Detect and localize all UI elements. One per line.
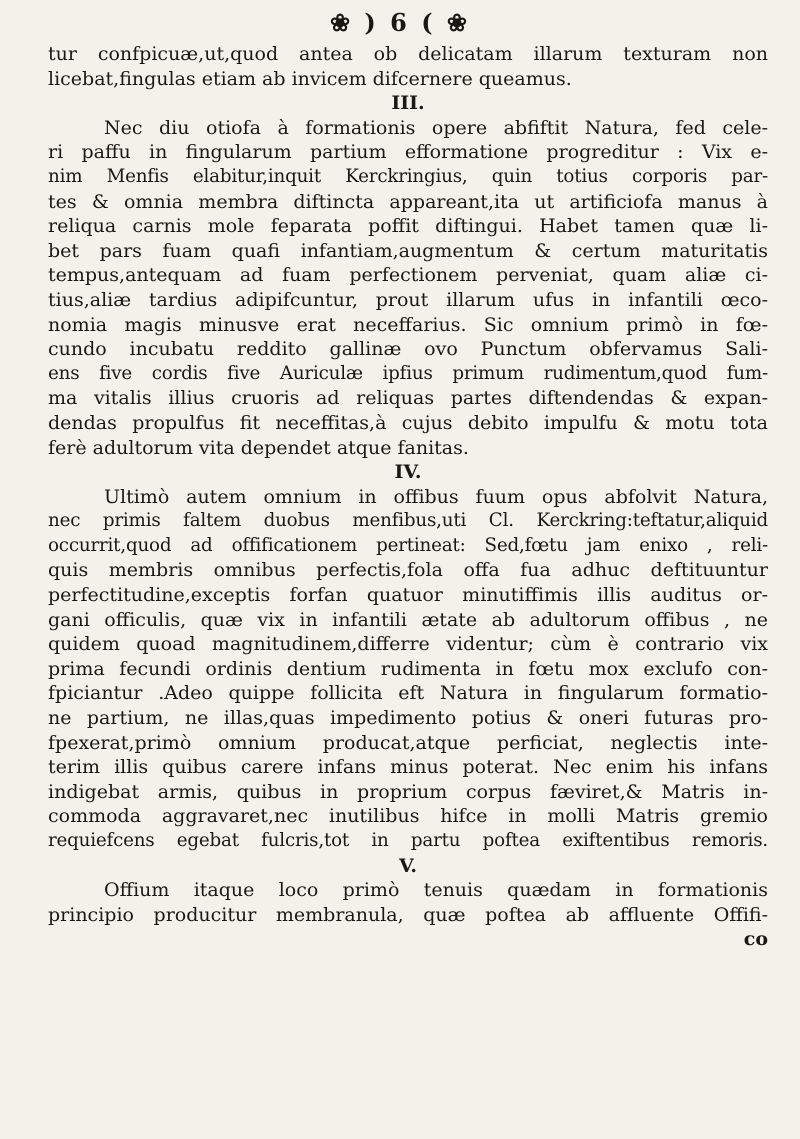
text-line: nomia magis minusve erat neceffarius. Sic omnium primò in fœ- [48,313,768,336]
text-line: nim Menfis elabitur,inquit Kerckringius, quin totius corporis par- [48,165,768,187]
text-line: dendas propulfus fit neceffitas,à cujus debito impulfu & motu tota [48,411,768,434]
text-line: quidem quoad magnitudinem,differre videntur; cùm è contrario vix [48,633,768,656]
catchword: co [743,928,768,951]
section-number: V. [398,854,418,877]
text-line: ferè adultorum vita dependet atque fanitas. [48,436,469,459]
text-line: requiefcens egebat fulcris,tot in partu poftea exiftentibus remoris. [48,830,768,851]
text-line: ens five cordis five Auriculæ ipfius primum rudimentum,quod fum- [48,362,768,384]
text-line: Ultimò autem omnium in offibus fuum opus abfolvit Natura, [104,485,768,508]
text-line: gani officulis, quæ vix in infantili ætate ab adultorum offibus , ne [48,608,768,631]
text-line: tempus,antequam ad fuam perfectionem perveniat, quam aliæ ci- [48,264,768,287]
text-line: reliqua carnis mole feparata poffit diftingui. Habet tamen quæ li- [48,215,768,238]
text-line: fpiciantur .Adeo quippe follicita eft Natura in fingularum formatio- [48,682,768,705]
text-line: terim illis quibus carere infans minus poterat. Nec enim his infans [48,756,768,779]
text-line: tur confpicuæ,ut,quod antea ob delicatam illarum texturam non [48,43,768,65]
section-number: III. [391,92,425,115]
body-text [48,42,768,952]
text-line: nec primis faltem duobus menfibus,uti Cl. Kerckring:teftatur,aliquid [48,510,768,532]
text-line: bet pars fuam quafi infantiam,augmentum & certum maturitatis [48,239,768,262]
text-line: ma vitalis illius cruoris ad reliquas partes diftendendas & expan- [48,387,768,410]
text-line: fpexerat,primò omnium producat,atque perficiat, neglectis inte- [48,731,768,754]
text-line: tes & omnia membra diftincta appareant,ita ut artificiofa manus à [48,190,768,213]
text-line: commoda aggravaret,nec inutilibus hifce in molli Matris gremio [48,805,768,828]
section-number: IV. [394,461,422,484]
text-line: tius,aliæ tardius adipifcuntur, prout illarum ufus in infantili œco- [48,288,768,311]
text-line: cundo incubatu reddito gallinæ ovo Punctum obfervamus Sali- [48,338,768,361]
text-line: ne partium, ne illas,quas impedimento potius & oneri futuras pro- [48,707,768,730]
text-line: perfectitudine,exceptis forfan quatuor minutiffimis illis auditus or- [48,584,768,607]
text-line: quis membris omnibus perfectis,fola offa fua adhuc deftituuntur [48,559,768,582]
text-line: ri paffu in fingularum partium efformatione progreditur : Vix e- [48,141,768,164]
text-line: occurrit,quod ad offificationem pertineat: Sed,fœtu jam enixo , reli- [48,534,768,556]
page-header: ❀ ) 6 ( ❀ [329,8,471,37]
text-line: Offium itaque loco primò tenuis quædam in formationis [104,879,768,902]
text-line: indigebat armis, quibus in proprium corpus fæviret,& Matris in- [48,780,768,803]
text-line: licebat,fingulas etiam ab invicem difcernere queamus. [48,67,572,90]
text-line: prima fecundi ordinis dentium rudimenta in fœtu mox exclufo con- [48,657,768,680]
text-line: principio producitur membranula, quæ poftea ab affluente Offifi- [48,903,768,926]
text-line: Nec diu otiofa à formationis opere abfiftit Natura, fed cele- [104,116,768,139]
